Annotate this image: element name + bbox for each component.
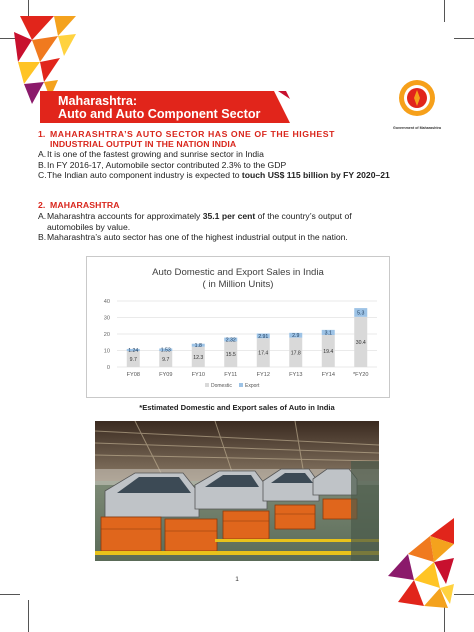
x-tick-label: *FY20 <box>352 372 369 378</box>
data-label-domestic: 9.7 <box>129 356 137 363</box>
data-label-domestic: 12.3 <box>193 354 204 361</box>
crop-mark <box>28 600 29 632</box>
list-text-bold: 35.1 per cent <box>202 211 256 221</box>
y-tick-label: 20 <box>103 332 110 338</box>
data-label-export: 2.91 <box>258 333 269 340</box>
legend-label-domestic: Domestic <box>211 383 232 389</box>
page-title-line1: Maharashtra: <box>58 94 138 108</box>
section-1-heading-line2: INDUSTRIAL OUTPUT IN THE NATION INDIA <box>50 139 237 149</box>
section-1-heading-line1: MAHARASHTRA’S AUTO SECTOR HAS ONE OF THE HIGHEST <box>50 129 335 139</box>
sales-chart-svg <box>87 257 389 397</box>
page-title-line2: Auto and Auto Component Sector <box>58 107 261 121</box>
x-tick-label: FY09 <box>159 372 173 378</box>
section-2-number: 2. <box>38 200 46 210</box>
data-label-domestic: 9.7 <box>162 356 170 363</box>
data-label-export: 1.24 <box>128 347 139 354</box>
page-number: 1 <box>235 576 239 583</box>
list-text: of the country’s output of <box>255 211 352 221</box>
x-tick-label: FY12 <box>256 372 270 378</box>
section-2-heading <box>38 200 432 210</box>
x-tick-label: FY11 <box>224 372 238 378</box>
decorative-triangles-bottom <box>384 518 460 610</box>
y-tick-label: 10 <box>103 348 110 355</box>
list-text: Maharashtra’s auto sector has one of the highest industrial output in the nation. <box>47 232 348 243</box>
x-tick-label: FY10 <box>191 372 205 378</box>
legend-swatch-export <box>239 383 243 387</box>
data-label-export: 1.53 <box>160 347 171 354</box>
legend-label-export: Export <box>245 383 260 389</box>
logo-caption: Government of Maharashtra <box>393 126 441 130</box>
list-key: C. <box>38 170 47 181</box>
list-text: Maharashtra accounts for approximately <box>47 211 203 221</box>
list-item <box>38 232 432 243</box>
data-label-export: 2.9 <box>292 333 300 340</box>
list-item <box>38 170 432 181</box>
x-tick-label: FY08 <box>126 372 140 378</box>
section-1-heading <box>38 129 432 149</box>
legend-swatch-domestic <box>205 383 209 387</box>
list-text: The Indian auto component industry is expected to <box>47 170 242 181</box>
y-tick-label: 40 <box>103 299 110 305</box>
list-key: B. <box>38 159 47 170</box>
data-label-domestic: 15.5 <box>225 352 236 359</box>
list-key: A. <box>38 211 47 221</box>
crop-mark <box>444 0 445 22</box>
section-2-heading-text: MAHARASHTRA <box>50 200 120 210</box>
page-title <box>58 95 260 121</box>
data-label-domestic: 19.4 <box>323 348 334 355</box>
chart-title-line2: ( in Million Units) <box>202 279 274 290</box>
list-text: In FY 2016-17, Automobile sector contributed 2.3% to the GDP <box>47 159 287 170</box>
y-tick-label: 30 <box>103 315 110 322</box>
y-tick-label: 0 <box>106 365 110 371</box>
list-item <box>38 211 432 232</box>
data-label-domestic: 17.4 <box>258 350 269 357</box>
chart-title-line1: Auto Domestic and Export Sales in India <box>152 267 324 278</box>
list-item <box>38 149 432 160</box>
section-2 <box>38 200 432 243</box>
crop-mark <box>0 594 20 595</box>
sales-chart <box>86 256 390 398</box>
section-1-number: 1. <box>38 129 46 139</box>
data-label-export: 3.1 <box>324 330 332 337</box>
section-1 <box>38 129 432 181</box>
list-item <box>38 160 432 171</box>
data-label-export: 2.32 <box>225 337 236 344</box>
government-logo <box>384 78 450 130</box>
data-label-domestic: 17.8 <box>290 350 301 357</box>
chart-caption: *Estimated Domestic and Export sales of Auto in India <box>139 403 335 412</box>
data-label-export: 1.8 <box>194 343 202 350</box>
data-label-domestic: 30.4 <box>355 339 366 346</box>
list-text: automobiles by value. <box>47 221 131 232</box>
list-text-bold: touch US$ 115 billion by FY 2020–21 <box>241 170 390 181</box>
x-tick-label: FY13 <box>289 372 303 378</box>
factory-photo <box>95 421 379 561</box>
crop-mark <box>454 38 474 39</box>
list-key: B. <box>38 232 47 243</box>
list-text: It is one of the fastest growing and sunrise sector in India <box>47 149 264 159</box>
seal-icon <box>397 78 437 118</box>
x-tick-label: FY14 <box>321 372 335 378</box>
list-key: A. <box>38 149 47 159</box>
data-label-export: 5.3 <box>357 310 365 317</box>
